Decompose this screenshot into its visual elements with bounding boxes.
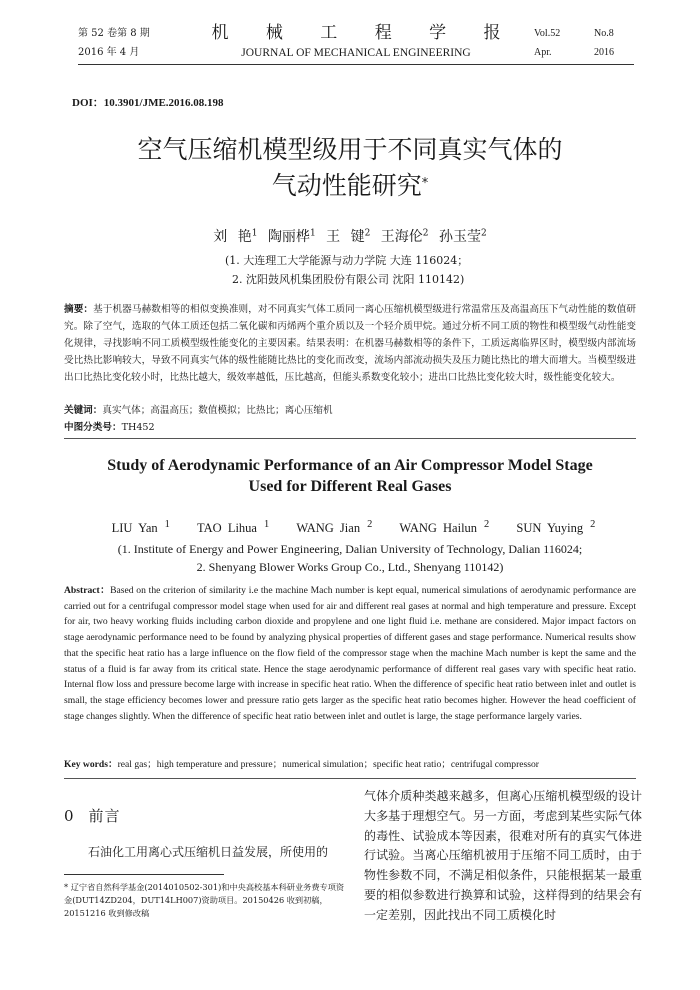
issue-en: No.8 xyxy=(594,28,614,39)
author-cn: 刘 艳$^1$ xyxy=(213,228,258,245)
affiliations-en xyxy=(0,540,700,576)
authors-en xyxy=(0,519,700,536)
volume-en: Vol.52 xyxy=(534,28,561,39)
month-en: Apr. xyxy=(534,47,552,58)
author-cn: 陶丽桦$^1$ xyxy=(267,228,316,245)
keywords-en: Key words：real gas；high temperature and pressure；numerical simulation；specific heat ratio；centrifugal compressor xyxy=(64,759,540,770)
author-en: SUN Yuying $^2$ xyxy=(516,519,596,536)
authors-cn xyxy=(0,226,700,246)
section-number: 0 xyxy=(64,807,75,825)
body-text-right: 气体介质种类越来越多，但离心压缩机模型级的设计大多基于理想空气。另一方面，考虑到某些实际气体的毒性、试验成本等因素，很难对所有的真实气体进行试验。当离心压缩机被用于压缩不同工质时，由于物性参数不同，不满足相似条件，只能根据某一最重要的相似参数进行换算和试验，这样得到的结果会有一定差别，因此找出不同工质模化时 xyxy=(364,789,642,922)
date-cn: 2016 年 4 月 xyxy=(78,47,140,58)
author-en: WANG Hailun $^2$ xyxy=(399,519,490,536)
affiliation-cn-2: 2. 沈阳鼓风机集团股份有限公司 沈阳 110142) xyxy=(232,273,465,286)
volume-issue-cn: 第 52 卷第 8 期 xyxy=(78,28,150,39)
abstract-cn xyxy=(64,301,636,386)
section-divider xyxy=(64,438,636,439)
affiliation-en-2: 2. Shenyang Blower Works Group Co., Ltd., Shenyang 110142) xyxy=(196,560,504,574)
affiliation-en-1: (1. Institute of Energy and Power Engineering, Dalian University of Technology, Dalian 116024; xyxy=(117,542,583,556)
abstract-en xyxy=(64,583,636,724)
author-cn: 王 键$^2$ xyxy=(326,228,371,245)
abstract-en-text: Based on the criterion of similarity i.e the machine Mach number is kept equal, numerical simulations of aerodynamic performance are carried out for a centrifugal compressor model stage when used for air and different real gases at normal and high temperature and pressure. Except for air, two heavy working fluids including carbon dioxide and propylene and one light fluid i.e. methane are considered. Major impact factors on stage aerodynamic performance need to be found by analyzing physical properties of different gases and stage performance. Numerical results show that the specific heat ratio has a large influence on the flow field of the compressor stage when the machine Mach number is kept the same and the status of a fluid is far away from its critical state. Hence the stage aerodynamic performance of different real gases vary with specific heat ratio. Internal flow loss and pressure become large with increase in specific heat ratio. When the difference of specific heat ratio between inlet and outlet is small, the stage efficiency becomes lower and pressure ratio gets larger as the specific heat ratio becomes higher. However the head coefficient of stage changes slightly. When the difference of specific heat ratio between inlet and outlet is large, the stage performance largely varies. xyxy=(64,585,636,722)
abstract-cn-label: 摘要： xyxy=(64,304,94,315)
title-cn xyxy=(0,132,700,204)
funding-footnote: * 辽宁省自然科学基金(2014010502-301)和中央高校基本科研业务费专项资金(DUT14ZD204，DUT14LH007)资助项目。20150426 收到初稿，20151216 收到修改稿 xyxy=(64,882,345,918)
header-divider xyxy=(78,64,634,65)
affiliation-cn-1: (1. 大连理工大学能源与动力学院 大连 116024； xyxy=(225,254,469,267)
author-en: LIU Yan $^1$ xyxy=(111,519,170,536)
classification-cn: 中图分类号：TH452 xyxy=(64,422,155,433)
title-en xyxy=(0,455,700,497)
author-cn: 王海伦$^2$ xyxy=(380,228,429,245)
footnote-divider xyxy=(64,874,224,875)
journal-header xyxy=(78,22,634,64)
journal-name-en: JOURNAL OF MECHANICAL ENGINEERING xyxy=(241,47,471,59)
abstract-cn-text: 基于机器马赫数相等的相似变换准则，对不同真实气体工质同一离心压缩机模型级进行常温常压及高温高压下气动性能的数值研究。除了空气，选取的气体工质还包括二氧化碳和丙烯两个重介质以及一个轻介质甲烷。通过分析不同工质的物性和模型级气动性能变化规律，寻找影响不同工质模型级性能变化的主要因素。结果表明：在机器马赫数相等的条件下，工质远离临界区时，模型级内部流场受比热比影响较大，导致不同真实气体的级性能随比热比的变化而改变，流场内部流动损失及压力随比热比的增大而增大。当模型级进出口比热比变化较小时，比热比越大，级效率越低，压比越高，但能头系数变化较小；进出口比热比变化较大时，级性能变化较大。 xyxy=(64,304,637,383)
section-divider xyxy=(64,778,636,779)
title-cn-line2: 气动性能研究 xyxy=(271,171,422,200)
section-title: 前言 xyxy=(88,807,121,825)
year-en: 2016 xyxy=(594,47,614,58)
author-en: TAO Lihua $^1$ xyxy=(197,519,270,536)
title-en-line2: Used for Different Real Gases xyxy=(248,478,452,495)
title-cn-line1: 空气压缩机模型级用于不同真实气体的 xyxy=(137,135,563,164)
title-en-line1: Study of Aerodynamic Performance of an Air Compressor Model Stage xyxy=(107,457,593,474)
author-en: WANG Jian $^2$ xyxy=(296,519,373,536)
section-heading xyxy=(64,805,121,826)
title-footnote-mark: * xyxy=(421,176,429,191)
header-right xyxy=(534,24,634,62)
doi: DOI：10.3901/JME.2016.08.198 xyxy=(72,97,224,109)
abstract-en-label: Abstract： xyxy=(64,585,111,596)
journal-name-cn: 机 械 工 程 学 报 xyxy=(211,23,517,43)
keywords-cn: 关键词：真实气体；高温高压；数值模拟；比热比；离心压缩机 xyxy=(64,405,333,416)
body-text-left: 石油化工用离心式压缩机日益发展，所使用的 xyxy=(88,845,329,859)
affiliations-cn xyxy=(225,251,468,289)
author-cn: 孙玉莹$^2$ xyxy=(438,228,487,245)
